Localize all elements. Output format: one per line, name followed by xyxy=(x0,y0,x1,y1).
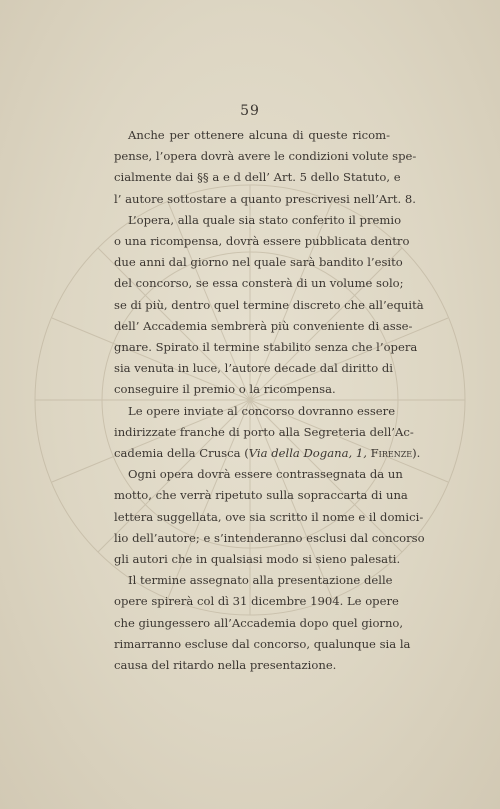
text-line: Anche per ottenere alcuna di queste ricom- xyxy=(128,128,390,142)
address-italic: Via della Dogana, 1, xyxy=(248,446,367,461)
text-line: gli autori che in qualsiasi modo si sieno palesati. xyxy=(114,552,401,567)
paragraph xyxy=(114,125,417,210)
text-fragment: cademia della Crusca ( xyxy=(114,446,249,461)
body-text xyxy=(114,125,425,676)
text-line: conseguire il premio o la ricompensa. xyxy=(114,382,336,397)
text-line: pense, l’opera dovrà avere le condizioni volute spe- xyxy=(114,149,417,164)
paragraph xyxy=(114,210,424,401)
text-line: o una ricompensa, dovrà essere pubblicata dentro xyxy=(114,234,410,249)
text-fragment: ). xyxy=(412,446,421,461)
text-line: sia venuta in luce, l’autore decade dal diritto di xyxy=(114,361,393,376)
paragraph xyxy=(114,401,421,465)
text-line: causa del ritardo nella presentazione. xyxy=(114,658,337,673)
text-line: opere spirerà col dì 31 dicembre 1904. Le opere xyxy=(114,594,399,609)
text-line: lio dell’autore; e s’intenderanno esclusi dal concorso xyxy=(114,530,425,545)
text-line: due anni dal giorno nel quale sarà bandito l’esito xyxy=(114,255,403,270)
text-line xyxy=(114,443,421,464)
paragraph xyxy=(114,570,411,676)
text-line: Le opere inviate al concorso dovranno essere xyxy=(128,403,396,418)
page-number: 59 xyxy=(240,103,260,119)
text-line: gnare. Spirato il termine stabilito senza che l’opera xyxy=(114,340,418,355)
text-line: rimarranno escluse dal concorso, qualunque sia la xyxy=(114,636,411,651)
text-line: motto, che verrà ripetuto sulla sopraccarta di una xyxy=(114,488,408,503)
text-line: lettera suggellata, ove sia scritto il nome e il domici- xyxy=(114,509,424,524)
text-line: L’opera, alla quale sia stato conferito il premio xyxy=(128,212,402,227)
text-line: che giungessero all’Accademia dopo quel giorno, xyxy=(114,615,404,630)
text-line: indirizzate franche di porto alla Segreteria dell’Ac- xyxy=(114,424,414,439)
text-line: l’ autore sottostare a quanto prescrivesi nell’Art. 8. xyxy=(114,191,416,206)
text-line: Il termine assegnato alla presentazione delle xyxy=(128,573,393,588)
paragraph xyxy=(114,464,425,570)
text-line: del concorso, se essa consterà di un volume solo; xyxy=(114,276,404,291)
text-line: Ogni opera dovrà essere contrassegnata da un xyxy=(128,467,403,482)
text-line: cialmente dai §§ a e d dell’ Art. 5 dello Statuto, e xyxy=(114,170,401,185)
city-smallcaps: Firenze xyxy=(366,446,413,461)
text-line: se di più, dentro quel termine discreto che all’equità xyxy=(114,297,424,312)
text-line: dell’ Accademia sembrerà più conveniente di asse- xyxy=(114,318,413,333)
